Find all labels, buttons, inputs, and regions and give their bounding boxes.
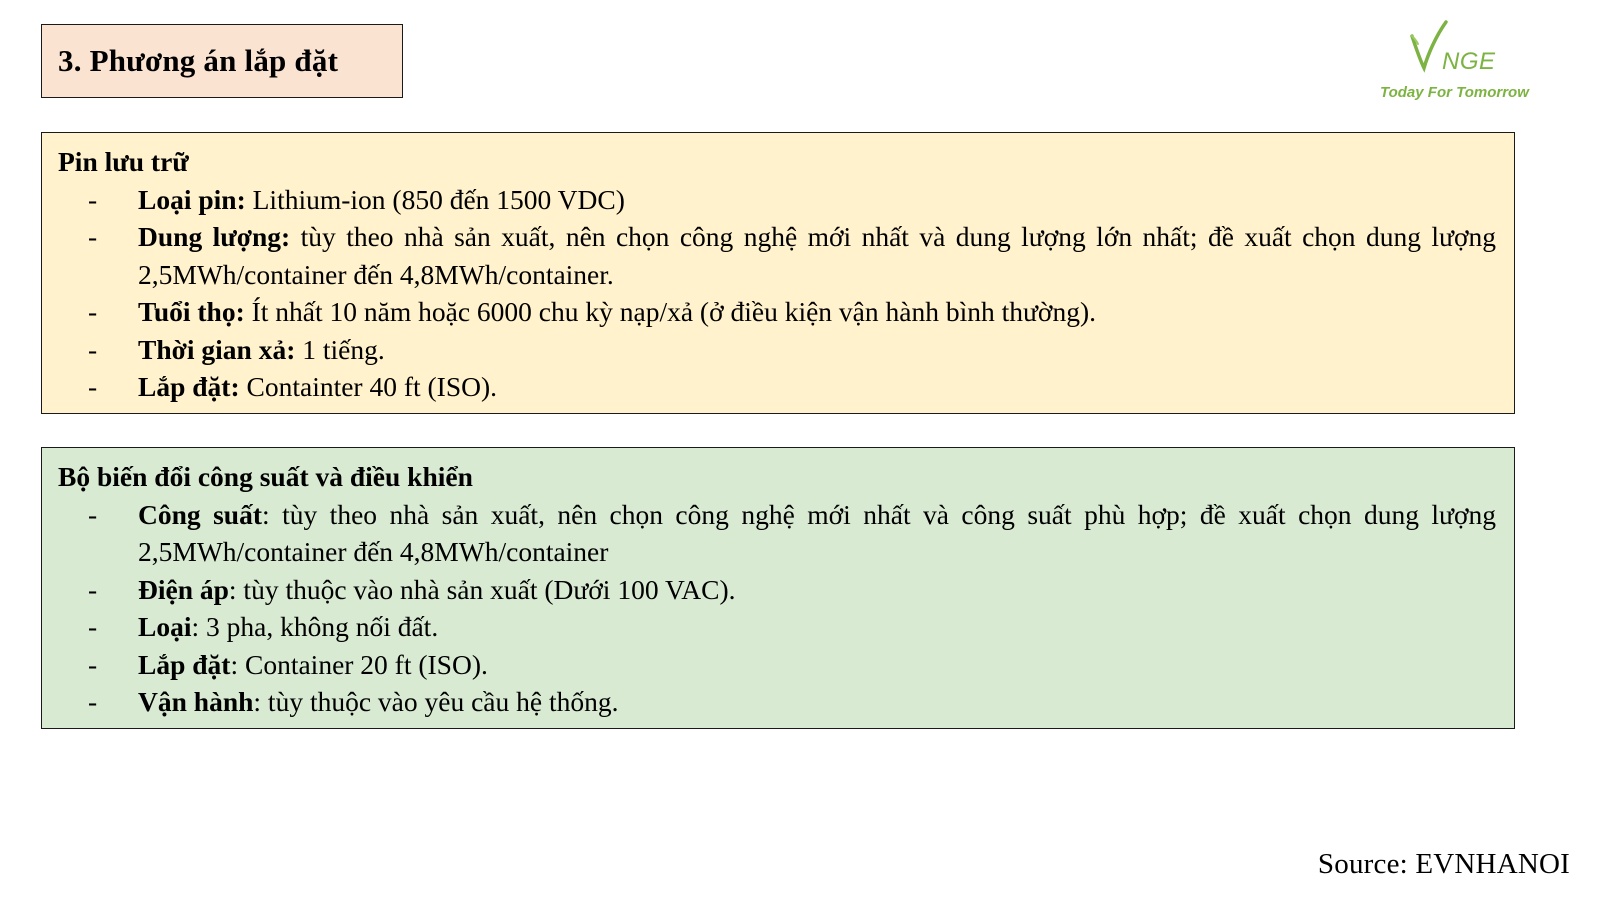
converter-spec-list (58, 496, 1496, 721)
item-term: Thời gian xả: (138, 333, 296, 365)
item-text: : tùy thuộc vào nhà sản xuất (Dưới 100 VAC). (228, 573, 736, 605)
item-term: Điện áp (138, 573, 229, 605)
list-item (58, 683, 1496, 721)
battery-spec-list (58, 181, 1496, 406)
converter-panel-heading: Bộ biến đổi công suất và điều khiển (58, 461, 473, 492)
bullet-dash: - (88, 611, 98, 642)
vnge-logo (1370, 18, 1540, 108)
item-text: Containter 40 ft (ISO). (239, 371, 498, 402)
list-item (58, 496, 1496, 571)
battery-storage-panel (41, 132, 1515, 414)
item-term: Tuổi thọ: (138, 296, 245, 327)
bullet-dash: - (88, 686, 98, 717)
item-text: : tùy theo nhà sản xuất, nên chọn công nghệ mới nhất và công suất phù hợp; đề xuất chọn dung lượng 2,5MWh/container đến 4,8MWh/container (138, 498, 1496, 567)
list-item (58, 331, 1496, 369)
slide-title-box (41, 24, 403, 98)
item-text: Ít nhất 10 năm hoặc 6000 chu kỳ nạp/xả (ở điều kiện vận hành bình thường). (244, 296, 1096, 327)
power-converter-panel (41, 447, 1515, 729)
bullet-dash: - (88, 221, 98, 252)
logo-wordmark: NGE (1442, 48, 1496, 75)
item-text: Lithium-ion (850 đến 1500 VDC) (245, 183, 625, 215)
bullet-dash: - (88, 498, 98, 530)
item-text: : Container 20 ft (ISO). (230, 648, 488, 680)
item-term: Vận hành (138, 686, 254, 717)
bullet-dash: - (88, 296, 98, 327)
list-item (58, 646, 1496, 684)
bullet-dash: - (88, 371, 98, 402)
logo-slogan: Today For Tomorrow (1380, 84, 1529, 101)
item-term: Lắp đặt: (138, 371, 240, 402)
item-text: 1 tiếng. (295, 333, 385, 365)
bullet-dash: - (88, 648, 98, 680)
item-term: Dung lượng: (138, 221, 291, 252)
list-item (58, 218, 1496, 293)
list-item (58, 181, 1496, 219)
source-citation: Source: EVNHANOI (1317, 848, 1570, 880)
item-text: : tùy thuộc vào yêu cầu hệ thống. (253, 686, 619, 717)
item-text: : 3 pha, không nối đất. (191, 611, 439, 642)
list-item (58, 571, 1496, 609)
item-term: Loại pin: (138, 183, 246, 215)
battery-panel-heading: Pin lưu trữ (58, 146, 189, 177)
list-item (58, 608, 1496, 646)
bullet-dash: - (88, 183, 98, 215)
item-term: Lắp đặt (138, 648, 231, 680)
list-item (58, 293, 1496, 331)
item-term: Loại (138, 611, 192, 642)
bullet-dash: - (88, 333, 98, 365)
slide-title: 3. Phương án lắp đặt (58, 43, 339, 78)
item-term: Công suất (138, 498, 263, 530)
bullet-dash: - (88, 573, 98, 605)
list-item (58, 368, 1496, 406)
item-text: tùy theo nhà sản xuất, nên chọn công nghệ mới nhất và dung lượng lớn nhất; đề xuất chọn dung lượng 2,5MWh/container đến 4,8MWh/container. (138, 221, 1496, 290)
